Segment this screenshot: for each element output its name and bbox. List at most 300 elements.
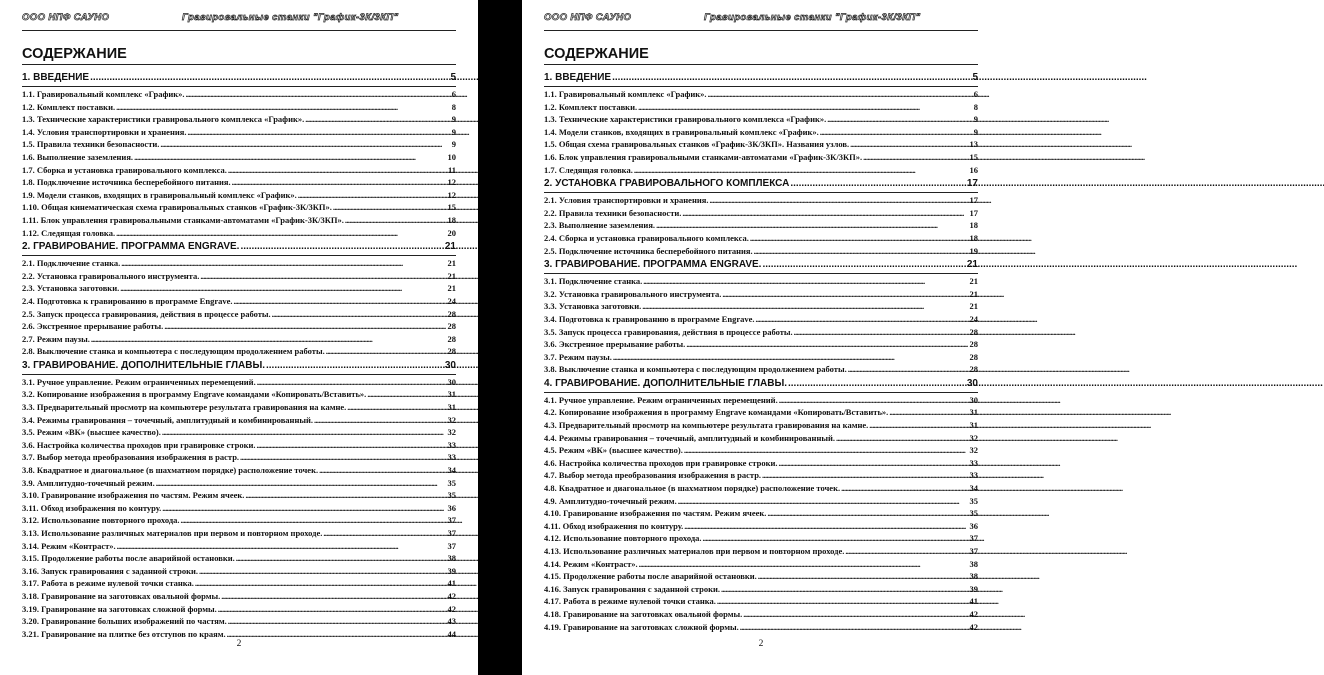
toc-page-number: 36 bbox=[969, 520, 978, 531]
toc-leader-dots bbox=[703, 532, 969, 545]
toc-entry bbox=[22, 565, 456, 578]
toc-page-number: 28 bbox=[969, 339, 978, 350]
toc-page-number: 24 bbox=[447, 295, 456, 306]
toc-page-number: 9 bbox=[973, 114, 978, 125]
toc-entry bbox=[22, 138, 456, 151]
toc-entry-text: 3.1. Ручное управление. Режим ограниченных перемещений. bbox=[22, 376, 256, 387]
toc-page-number: 33 bbox=[969, 457, 978, 468]
toc-leader-dots bbox=[319, 464, 446, 477]
toc-entry bbox=[22, 414, 456, 427]
toc-page-number: 21 bbox=[969, 301, 978, 312]
toc-leader-dots bbox=[708, 88, 973, 101]
toc-entry-text: 3.1. Подключение станка. bbox=[544, 276, 643, 287]
toc-entry bbox=[544, 219, 978, 232]
toc-entry-text: 4.16. Запуск гравирования с заданной строки. bbox=[544, 583, 721, 594]
toc-leader-dots bbox=[186, 88, 451, 101]
toc-entry bbox=[22, 164, 456, 177]
toc-page-number: 21 bbox=[966, 259, 978, 271]
toc-chapter bbox=[544, 70, 978, 87]
toc-leader-dots bbox=[836, 432, 968, 445]
toc-entry bbox=[544, 621, 978, 634]
toc-entry-text: 1.5. Правила техники безопасности. bbox=[22, 139, 160, 150]
toc-entry bbox=[544, 363, 978, 376]
toc-entry bbox=[22, 489, 456, 502]
toc-leader-dots bbox=[218, 603, 447, 616]
toc-page-number: 21 bbox=[447, 270, 456, 281]
toc-list bbox=[544, 70, 978, 633]
toc-page-number: 28 bbox=[447, 333, 456, 344]
toc-page-number: 17 bbox=[966, 178, 978, 190]
toc-entry-text: 1.6. Выполнение заземления. bbox=[22, 151, 134, 162]
toc-entry-text: 4.1. Ручное управление. Режим ограниченных перемещений. bbox=[544, 394, 778, 405]
toc-entry bbox=[544, 558, 978, 571]
toc-entry-text: 4.2. Копирование изображения в программу Engrave командами «Копировать/Вставить». bbox=[544, 407, 889, 418]
toc-entry-text: 2.1. Условия транспортировки и хранения. bbox=[544, 195, 709, 206]
toc-entry-text: 3.4. Режимы гравирования – точечный, амплитудный и комбинированный. bbox=[22, 414, 314, 425]
header-organization: ООО НПФ САУНО bbox=[22, 12, 110, 23]
toc-entry-text: 1.12. Следящая головка. bbox=[22, 227, 116, 238]
toc-leader-dots bbox=[686, 338, 968, 351]
toc-entry bbox=[22, 439, 456, 452]
toc-page-number: 42 bbox=[447, 603, 456, 614]
page-header bbox=[544, 0, 978, 31]
toc-entry bbox=[22, 376, 456, 389]
toc-entry-text: 1. ВВЕДЕНИЕ bbox=[22, 72, 90, 83]
toc-leader-dots bbox=[678, 495, 969, 508]
toc-leader-dots bbox=[643, 275, 968, 288]
toc-leader-dots bbox=[345, 214, 447, 227]
toc-entry bbox=[22, 201, 456, 214]
toc-entry-text: 3.12. Использование повторного прохода. bbox=[22, 515, 180, 526]
left-page bbox=[0, 0, 478, 675]
toc-entry-text: 4.17. Работа в режиме нулевой точки станка. bbox=[544, 596, 716, 607]
toc-entry-text: 1.1. Гравировальный комплекс «График». bbox=[544, 89, 707, 99]
toc-entry-text: 2.2. Правила техники безопасности. bbox=[544, 207, 682, 218]
toc-leader-dots bbox=[788, 376, 966, 392]
toc-entry bbox=[544, 126, 978, 139]
toc-page-number: 43 bbox=[447, 616, 456, 627]
toc-entry-text: 1.2. Комплект поставки. bbox=[22, 101, 116, 112]
toc-entry bbox=[544, 326, 978, 339]
toc-leader-dots bbox=[740, 621, 969, 634]
toc-page-number: 30 bbox=[969, 394, 978, 405]
toc-leader-dots bbox=[234, 295, 447, 308]
toc-entry bbox=[22, 477, 456, 490]
toc-entry-text: 3.6. Настройка количества проходов при гравировке строки. bbox=[22, 439, 256, 450]
toc-entry-text: 3.15. Продолжение работы после аварийной остановки. bbox=[22, 553, 235, 564]
toc-entry bbox=[544, 482, 978, 495]
toc-leader-dots bbox=[117, 540, 447, 553]
toc-leader-dots bbox=[228, 164, 447, 177]
toc-leader-dots bbox=[889, 406, 968, 419]
toc-entry bbox=[22, 176, 456, 189]
toc-page-number: 21 bbox=[447, 283, 456, 294]
page-number: 2 bbox=[236, 639, 242, 649]
toc-entry-text: 3.16. Запуск гравирования с заданной строки. bbox=[22, 565, 199, 576]
toc-entry-text: 3.7. Выбор метода преобразования изображения в растр. bbox=[22, 452, 240, 463]
toc-entry bbox=[544, 313, 978, 326]
toc-leader-dots bbox=[326, 345, 447, 358]
toc-entry bbox=[544, 583, 978, 596]
toc-entry bbox=[544, 288, 978, 301]
toc-entry-text: 3.7. Режим паузы. bbox=[544, 351, 612, 362]
page-number: 2 bbox=[758, 639, 764, 649]
toc-page-number: 17 bbox=[969, 195, 978, 206]
toc-entry-text: 2.5. Подключение источника бесперебойного питания. bbox=[544, 245, 753, 256]
toc-entry bbox=[22, 126, 456, 139]
toc-entry-text: 1.9. Модели станков, входящих в гравировальный комплекс «График». bbox=[22, 189, 297, 200]
toc-entry-text: 2.2. Установка гравировального инструмента. bbox=[22, 270, 200, 281]
toc-entry bbox=[544, 101, 978, 114]
toc-page-number: 19 bbox=[969, 245, 978, 256]
toc-page-number: 28 bbox=[447, 346, 456, 357]
toc-entry-text: 2. ГРАВИРОВАНИЕ. ПРОГРАММА ENGRAVE. bbox=[22, 241, 240, 253]
toc-leader-dots bbox=[298, 189, 447, 202]
toc-entry bbox=[544, 394, 978, 407]
toc-entry-text: 4.5. Режим «ВК» (высшее качество). bbox=[544, 445, 683, 456]
toc-entry bbox=[22, 451, 456, 464]
toc-page-number: 13 bbox=[969, 139, 978, 150]
toc-entry bbox=[22, 464, 456, 477]
toc-leader-dots bbox=[162, 502, 446, 515]
toc-page-number: 18 bbox=[969, 220, 978, 231]
toc-leader-dots bbox=[790, 176, 966, 192]
toc-leader-dots bbox=[120, 282, 446, 295]
toc-entry bbox=[544, 469, 978, 482]
toc-entry-text: 3.9. Амплитудно-точечный режим. bbox=[22, 477, 155, 488]
toc-entry-text: 2.3. Установка заготовки. bbox=[22, 283, 120, 294]
toc-leader-dots bbox=[850, 138, 968, 151]
toc-entry-text: 4.7. Выбор метода преобразования изображения в растр. bbox=[544, 470, 762, 481]
toc-leader-dots bbox=[794, 326, 969, 339]
toc-leader-dots bbox=[779, 457, 969, 470]
toc-leader-dots bbox=[709, 194, 968, 207]
toc-entry-text: 2.6. Экстренное прерывание работы. bbox=[22, 321, 164, 332]
toc-leader-dots bbox=[257, 439, 447, 452]
toc-entry-text: 2.4. Сборка и установка гравировального комплекса. bbox=[544, 232, 749, 243]
toc-page-number: 39 bbox=[969, 583, 978, 594]
toc-entry-text: 4.18. Гравирование на заготовках овальной формы. bbox=[544, 608, 743, 619]
toc-entry bbox=[22, 333, 456, 346]
toc-entry bbox=[22, 227, 456, 240]
toc-leader-dots bbox=[333, 201, 447, 214]
toc-entry bbox=[22, 603, 456, 616]
toc-page-number: 28 bbox=[447, 321, 456, 332]
toc-page-number: 31 bbox=[447, 402, 456, 413]
toc-page-number: 39 bbox=[447, 565, 456, 576]
toc-entry bbox=[22, 101, 456, 114]
toc-page-number: 35 bbox=[969, 495, 978, 506]
toc-page-number: 32 bbox=[447, 427, 456, 438]
header-title: Гравировальные станки "График-3К/3КП" bbox=[182, 12, 399, 23]
toc-entry bbox=[544, 595, 978, 608]
toc-entry-text: 2. УСТАНОВКА ГРАВИРОВАЛЬНОГО КОМПЛЕКСА bbox=[544, 178, 790, 190]
toc-entry-text: 3.17. Работа в режиме нулевой точки станка. bbox=[22, 578, 194, 589]
toc-entry-text: 3.13. Использование различных материалов при первом и повторном проходе. bbox=[22, 528, 323, 538]
toc-entry bbox=[22, 308, 456, 321]
toc-page-number: 38 bbox=[969, 571, 978, 582]
toc-leader-dots bbox=[743, 608, 968, 621]
toc-entry-text: 1.10. Общая кинематическая схема гравировальных станков «График-3К/3КП». bbox=[22, 202, 332, 213]
toc-leader-dots bbox=[314, 414, 446, 427]
toc-page-number: 10 bbox=[447, 151, 456, 162]
toc-leader-dots bbox=[187, 126, 450, 139]
toc-page-number: 21 bbox=[969, 276, 978, 287]
toc-entry bbox=[544, 608, 978, 621]
toc-entry-text: 1.6. Блок управления гравировальными станками-автоматами «График-3К/3КП». bbox=[544, 151, 863, 162]
toc-entry-text: 1.1. Гравировальный комплекс «График». bbox=[22, 89, 185, 99]
toc-page-number: 21 bbox=[444, 241, 456, 253]
page-header bbox=[22, 0, 456, 31]
toc-leader-dots bbox=[758, 570, 969, 583]
toc-entry-text: 3.21. Гравирование на плитке без отступов по краям. bbox=[22, 628, 226, 639]
toc-page-number: 37 bbox=[447, 540, 456, 551]
toc-entry-text: 4.11. Обход изображения по контуру. bbox=[544, 520, 684, 531]
toc-page-number: 36 bbox=[447, 502, 456, 513]
toc-leader-dots bbox=[160, 138, 450, 151]
toc-page-number: 34 bbox=[969, 483, 978, 494]
toc-entry-text: 1.4. Модели станков, входящих в гравировальный комплекс «График». bbox=[544, 126, 819, 137]
toc-page-number: 9 bbox=[973, 126, 978, 137]
toc-entry-text: 3.14. Режим «Контраст». bbox=[22, 540, 116, 551]
toc-page-number: 35 bbox=[969, 508, 978, 519]
right-page bbox=[522, 0, 1000, 675]
toc-entry-text: 2.4. Подготовка к гравированию в программе Engrave. bbox=[22, 295, 233, 306]
toc-leader-dots bbox=[367, 388, 446, 401]
toc-entry bbox=[544, 432, 978, 445]
toc-leader-dots bbox=[750, 232, 969, 245]
toc-entry-text: 2.8. Выключение станка и компьютера с последующим продолжением работы. bbox=[22, 346, 325, 357]
toc-leader-dots bbox=[199, 565, 446, 578]
toc-page-number: 8 bbox=[451, 101, 456, 112]
toc-page-number: 37 bbox=[447, 528, 456, 538]
toc-page-number: 44 bbox=[447, 628, 456, 639]
toc-page-number: 42 bbox=[969, 608, 978, 619]
toc-page-number: 5 bbox=[450, 72, 456, 83]
toc-leader-dots bbox=[134, 151, 446, 164]
toc-page-number: 21 bbox=[447, 258, 456, 269]
toc-page-number: 35 bbox=[447, 477, 456, 488]
toc-entry bbox=[544, 457, 978, 470]
toc-leader-dots bbox=[756, 313, 969, 326]
toc-entry bbox=[22, 270, 456, 283]
toc-page-number: 15 bbox=[447, 202, 456, 213]
toc-entry-text: 2.3. Выполнение заземления. bbox=[544, 220, 656, 231]
toc-entry bbox=[544, 338, 978, 351]
toc-entry-text: 3. ГРАВИРОВАНИЕ. ПРОГРАММА ENGRAVE. bbox=[544, 259, 762, 271]
toc-leader-dots bbox=[682, 207, 968, 220]
toc-entry-text: 3.11. Обход изображения по контуру. bbox=[22, 502, 162, 513]
toc-entry-text: 3.20. Гравирование больших изображений по частям. bbox=[22, 616, 227, 627]
toc-entry bbox=[22, 527, 456, 540]
toc-chapter bbox=[22, 239, 456, 256]
toc-entry-text: 4.15. Продолжение работы после аварийной остановки. bbox=[544, 571, 757, 582]
toc-page-number: 38 bbox=[969, 558, 978, 569]
toc-entry-text: 3.8. Квадратное и диагональное (в шахматном порядке) расположение точек. bbox=[22, 465, 319, 476]
toc-leader-dots bbox=[240, 451, 446, 464]
toc-page-number: 9 bbox=[451, 114, 456, 125]
toc-entry bbox=[22, 151, 456, 164]
toc-leader-dots bbox=[639, 558, 969, 571]
toc-page-number: 9 bbox=[451, 126, 456, 137]
toc-leader-dots bbox=[156, 477, 447, 490]
toc-entry bbox=[22, 540, 456, 553]
toc-leader-dots bbox=[200, 270, 446, 283]
toc-entry-text: 3.4. Подготовка к гравированию в программе Engrave. bbox=[544, 313, 755, 324]
toc-page-number: 11 bbox=[447, 164, 456, 175]
toc-entry-text: 3.2. Установка гравировального инструмента. bbox=[544, 288, 722, 299]
toc-entry-text: 3.3. Установка заготовки. bbox=[544, 301, 642, 312]
toc-entry-text: 4.9. Амплитудно-точечный режим. bbox=[544, 495, 677, 506]
toc-leader-dots bbox=[613, 351, 969, 364]
toc-entry bbox=[22, 189, 456, 202]
toc-entry-text: 3.18. Гравирование на заготовках овальной формы. bbox=[22, 590, 221, 601]
toc-page-number: 41 bbox=[447, 578, 456, 589]
toc-entry-text: 3.8. Выключение станка и компьютера с последующим продолжением работы. bbox=[544, 364, 847, 375]
toc-entry bbox=[544, 88, 978, 101]
toc-entry-text: 4.10. Гравирование изображения по частям. Режим ячеек. bbox=[544, 508, 767, 519]
toc-page-number: 12 bbox=[447, 189, 456, 200]
toc-page-number: 37 bbox=[447, 515, 456, 526]
toc-entry bbox=[22, 590, 456, 603]
toc-leader-dots bbox=[347, 401, 446, 414]
toc-page-number: 28 bbox=[447, 308, 456, 319]
toc-entry bbox=[22, 401, 456, 414]
toc-leader-dots bbox=[612, 70, 971, 86]
toc-page-number: 16 bbox=[969, 164, 978, 175]
toc-page-number: 20 bbox=[447, 227, 456, 238]
toc-page-number: 33 bbox=[969, 470, 978, 481]
toc-page-number: 30 bbox=[444, 359, 456, 371]
toc-leader-dots bbox=[228, 615, 447, 628]
toc-entry bbox=[22, 577, 456, 590]
toc-page-number: 30 bbox=[966, 377, 978, 389]
toc-page-number: 31 bbox=[447, 389, 456, 400]
toc-entry-text: 4.6. Настройка количества проходов при гравировке строки. bbox=[544, 457, 778, 468]
toc-entry-text: 4.13. Использование различных материалов при первом и повторном проходе. bbox=[544, 546, 845, 556]
toc-chapter bbox=[544, 376, 978, 393]
toc-page-number: 18 bbox=[969, 232, 978, 243]
toc-leader-dots bbox=[634, 164, 969, 177]
toc-entry-text: 1.7. Сборка и установка гравировального комплекса. bbox=[22, 164, 227, 175]
toc-leader-dots bbox=[266, 358, 444, 374]
toc-chapter bbox=[22, 70, 456, 87]
toc-leader-dots bbox=[162, 426, 447, 439]
toc-entry-text: 1.5. Общая схема гравировальных станков «График-3К/3КП». Названия узлов. bbox=[544, 139, 850, 150]
toc-entry bbox=[544, 520, 978, 533]
toc-entry bbox=[544, 444, 978, 457]
toc-entry-text: 1.3. Технические характеристики гравировального комплекса «График». bbox=[544, 114, 827, 125]
toc-entry bbox=[22, 502, 456, 515]
toc-leader-dots bbox=[116, 101, 451, 114]
toc-entry bbox=[22, 257, 456, 270]
toc-entry bbox=[22, 552, 456, 565]
toc-leader-dots bbox=[116, 227, 446, 240]
toc-entry bbox=[22, 426, 456, 439]
toc-page-number: 34 bbox=[447, 465, 456, 476]
toc-leader-dots bbox=[848, 363, 969, 376]
toc-page-number: 42 bbox=[969, 621, 978, 632]
toc-chapter bbox=[544, 257, 978, 274]
toc-entry bbox=[544, 507, 978, 520]
toc-leader-dots bbox=[638, 101, 973, 114]
toc-page-number: 21 bbox=[969, 288, 978, 299]
toc-page-number: 37 bbox=[969, 533, 978, 544]
toc-leader-dots bbox=[257, 376, 447, 389]
toc-entry bbox=[544, 207, 978, 220]
toc-entry-text: 3.6. Экстренное прерывание работы. bbox=[544, 339, 686, 350]
toc-leader-dots bbox=[656, 219, 968, 232]
toc-entry bbox=[22, 295, 456, 308]
toc-leader-dots bbox=[305, 113, 451, 126]
toc-leader-dots bbox=[232, 176, 447, 189]
toc-entry bbox=[544, 275, 978, 288]
toc-entry-text: 1. ВВЕДЕНИЕ bbox=[544, 72, 612, 83]
toc-entry bbox=[544, 532, 978, 545]
toc-leader-dots bbox=[684, 444, 969, 457]
toc-leader-dots bbox=[827, 113, 973, 126]
toc-leader-dots bbox=[221, 590, 446, 603]
toc-leader-dots bbox=[91, 333, 447, 346]
toc-entry-text: 4. ГРАВИРОВАНИЕ. ДОПОЛНИТЕЛЬНЫЕ ГЛАВЫ. bbox=[544, 377, 788, 389]
toc-leader-dots bbox=[245, 489, 446, 502]
toc-leader-dots bbox=[863, 151, 968, 164]
toc-entry bbox=[22, 345, 456, 358]
toc-page-number: 17 bbox=[969, 207, 978, 218]
toc-page-number: 9 bbox=[451, 139, 456, 150]
toc-leader-dots bbox=[841, 482, 968, 495]
toc-entry bbox=[22, 514, 456, 527]
toc-entry-text: 4.19. Гравирование на заготовках сложной формы. bbox=[544, 621, 739, 632]
toc-entry-text: 4.4. Режимы гравирования – точечный, амплитудный и комбинированный. bbox=[544, 432, 836, 443]
toc-leader-dots bbox=[236, 552, 447, 565]
toc-leader-dots bbox=[717, 595, 969, 608]
toc-entry-text: 2.7. Режим паузы. bbox=[22, 333, 90, 344]
toc-leader-dots bbox=[722, 288, 968, 301]
toc-entry-text: 1.8. Подключение источника бесперебойного питания. bbox=[22, 177, 231, 188]
toc-entry-text: 4.3. Предварительный просмотр на компьютере результата гравирования на камне. bbox=[544, 420, 869, 431]
toc-entry-text: 4.12. Использование повторного прохода. bbox=[544, 533, 702, 544]
toc-entry bbox=[544, 232, 978, 245]
toc-leader-dots bbox=[721, 583, 968, 596]
toc-page-number: 31 bbox=[969, 407, 978, 418]
toc-page-number: 6 bbox=[451, 89, 456, 99]
toc-entry bbox=[22, 113, 456, 126]
toc-leader-dots bbox=[323, 527, 446, 540]
toc-leader-dots bbox=[762, 257, 965, 273]
toc-leader-dots bbox=[272, 308, 447, 321]
toc-page-number: 41 bbox=[969, 596, 978, 607]
toc-entry bbox=[544, 164, 978, 177]
toc-page-number: 8 bbox=[973, 101, 978, 112]
toc-page-number: 15 bbox=[969, 151, 978, 162]
toc-entry bbox=[544, 495, 978, 508]
toc-entry bbox=[22, 282, 456, 295]
toc-entry bbox=[544, 151, 978, 164]
toc-title: СОДЕРЖАНИЕ bbox=[22, 45, 456, 65]
toc-entry-text: 1.7. Следящая головка. bbox=[544, 164, 633, 175]
toc-page-number: 6 bbox=[973, 89, 978, 99]
toc-entry bbox=[544, 351, 978, 364]
toc-entry bbox=[22, 388, 456, 401]
toc-leader-dots bbox=[684, 520, 968, 533]
toc-page-number: 33 bbox=[447, 439, 456, 450]
toc-entry bbox=[544, 245, 978, 258]
toc-leader-dots bbox=[195, 577, 447, 590]
toc-entry-text: 4.14. Режим «Контраст». bbox=[544, 558, 638, 569]
toc-page-number: 35 bbox=[447, 490, 456, 501]
toc-entry-text: 3. ГРАВИРОВАНИЕ. ДОПОЛНИТЕЛЬНЫЕ ГЛАВЫ. bbox=[22, 359, 266, 371]
